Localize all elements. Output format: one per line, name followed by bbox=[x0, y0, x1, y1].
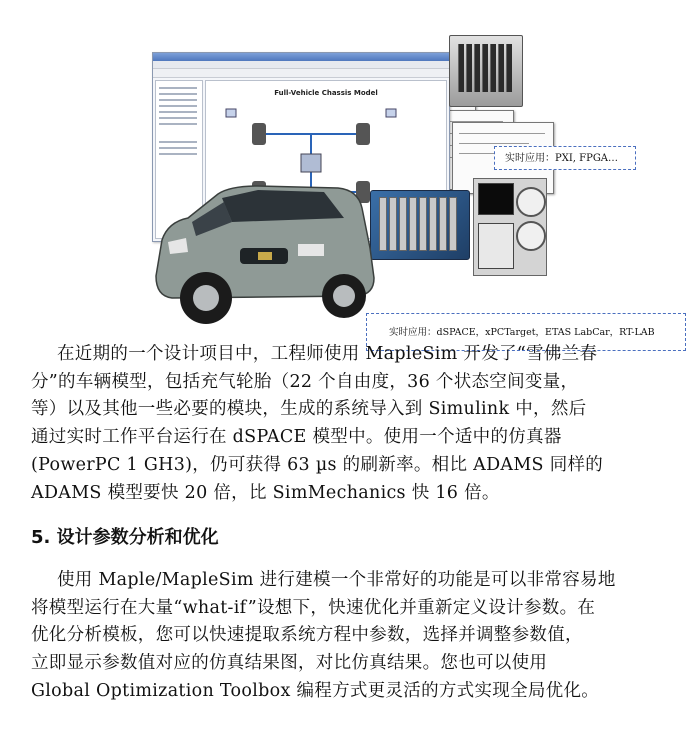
window-toolbar bbox=[153, 69, 449, 78]
text-line: 分”的车辆模型，包括充气轮胎（22 个自由度，36 个状态空间变量， bbox=[31, 371, 579, 392]
suv-car-image bbox=[148, 178, 378, 330]
text-line: (PowerPC 1 GH3)，仍可获得 63 µs 的刷新率。相比 ADAMS 同样的 bbox=[31, 454, 604, 475]
figure-collage bbox=[0, 0, 686, 350]
wheel-status-display bbox=[478, 223, 514, 269]
model-canvas-title: Full-Vehicle Chassis Model bbox=[274, 89, 378, 97]
text-line: 等）以及其他一些必要的模块，生成的系统导入到 Simulink 中，然后 bbox=[31, 399, 587, 420]
text-line: 使用 Maple/MapleSim 进行建模一个非常好的功能是可以非常容易地 bbox=[57, 570, 616, 590]
window-menu-bar bbox=[153, 61, 449, 69]
paragraph-project-example bbox=[31, 341, 653, 507]
text-line: 在近期的一个设计项目中，工程师使用 MapleSim 开发了“雪佛兰春 bbox=[57, 344, 598, 364]
text-line: 立即显示参数值对应的仿真结果图，对比仿真结果。您也可以使用 bbox=[31, 653, 548, 674]
section-heading: 5. 设计参数分析和优化 bbox=[31, 527, 219, 548]
window-title-bar bbox=[153, 53, 449, 61]
instrument-panel bbox=[473, 178, 547, 276]
text-line: 通过实时工作平台运行在 dSPACE 模型中。使用一个适中的仿真器 bbox=[31, 427, 562, 448]
gauge-icon bbox=[516, 187, 546, 217]
paragraph-optimization bbox=[31, 567, 653, 706]
callout-pxi-fpga: 实时应用：PXI, FPGA… bbox=[494, 146, 636, 170]
gauge-icon bbox=[516, 221, 546, 251]
text-line: Global Optimization Toolbox 编程方式更灵活的方式实现全局优化。 bbox=[31, 680, 600, 701]
text-line: 优化分析模板，您可以快速提取系统方程中参数，选择并调整参数值， bbox=[31, 625, 583, 646]
real-time-hardware-rack bbox=[449, 35, 523, 107]
pxi-chassis bbox=[370, 190, 470, 260]
text-line: 将模型运行在大量“what-if”设想下，快速优化并重新定义设计参数。在 bbox=[31, 597, 596, 618]
text-line: ADAMS 模型要快 20 倍，比 SimMechanics 快 16 倍。 bbox=[31, 482, 500, 503]
callout-dspace: 实时应用：dSPACE，xPCTarget，ETAS LabCar，RT-LAB bbox=[366, 313, 686, 351]
oscilloscope-screen bbox=[478, 183, 514, 215]
